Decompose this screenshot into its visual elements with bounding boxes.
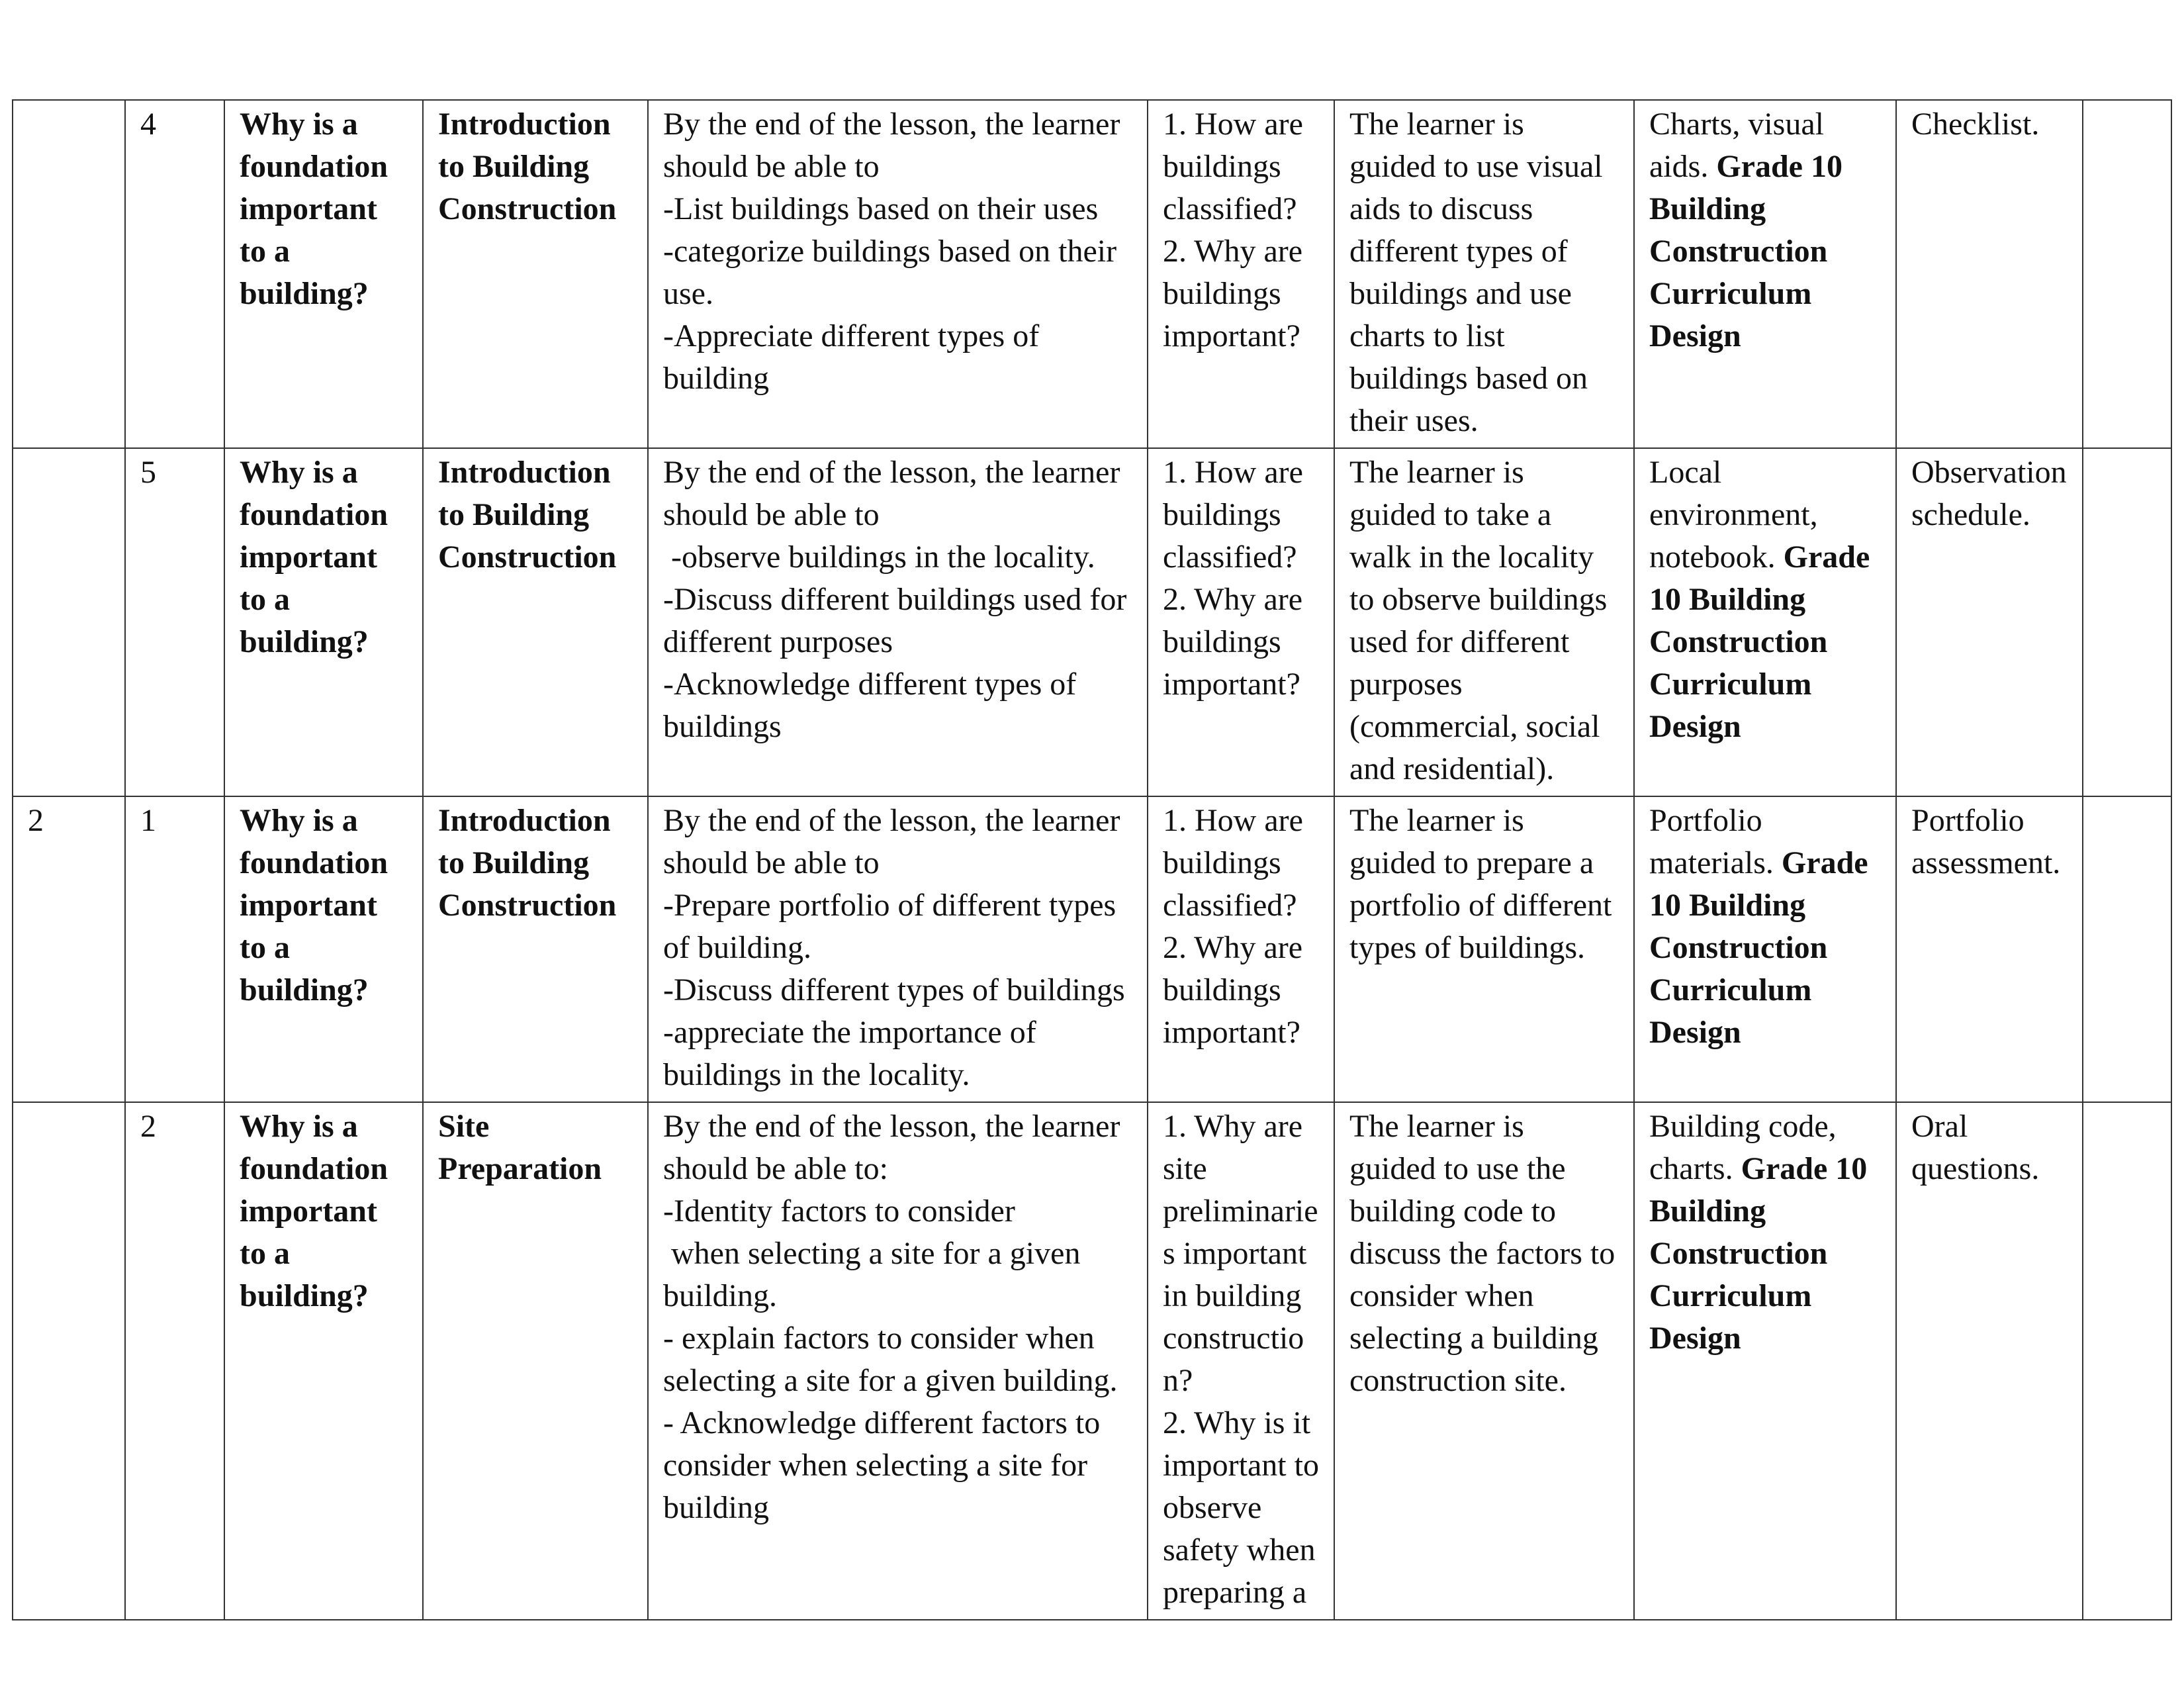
assessment-cell: Portfolio assessment. <box>1896 796 2083 1102</box>
cell-line: should be able to <box>663 497 880 532</box>
cell-line: By the end of the lesson, the learner <box>663 107 1120 142</box>
cell-line: 2. Why are <box>1163 582 1303 617</box>
assessment-cell: Checklist. <box>1896 100 2083 448</box>
resources-text: Portfolio materials. <box>1649 803 1782 880</box>
cell-line: to a <box>240 1236 290 1271</box>
learning-resources-cell <box>1634 796 1896 1102</box>
week-cell: 2 <box>13 796 125 1102</box>
learning-experiences-cell <box>1334 100 1634 448</box>
learning-resources-cell <box>1634 1102 1896 1620</box>
learning-experiences-cell <box>1334 1102 1634 1620</box>
strand-cell <box>224 448 423 796</box>
table-row <box>13 100 2171 448</box>
cell-line: important? <box>1163 1015 1300 1050</box>
cell-line: -observe buildings in the locality. <box>663 539 1095 575</box>
cell-line: important <box>240 1194 377 1229</box>
cell-line: buildings <box>1163 845 1281 880</box>
learning-experiences-cell <box>1334 796 1634 1102</box>
sub-strand-cell <box>423 100 648 448</box>
cell-line: important? <box>1163 318 1300 353</box>
cell-line: By the end of the lesson, the learner <box>663 455 1120 490</box>
cell-line: Why is a <box>240 455 358 490</box>
reflection-cell <box>2083 100 2171 448</box>
assessment-cell: Oral questions. <box>1896 1102 2083 1620</box>
cell-line: foundation <box>240 845 388 880</box>
cell-line: 2. Why is it <box>1163 1405 1311 1440</box>
learning-outcomes-cell <box>648 1102 1148 1620</box>
cell-line: to Building <box>438 845 590 880</box>
cell-line: Why is a <box>240 107 358 142</box>
curriculum-reference: Grade 10 Building Construction Curriculum Design <box>1649 149 1843 353</box>
cell-line: building? <box>240 624 369 659</box>
cell-line: building <box>663 1490 770 1525</box>
cell-line: discuss the factors to <box>1349 1236 1615 1271</box>
cell-line: - Acknowledge different factors to <box>663 1405 1101 1440</box>
cell-line: to Building <box>438 149 590 184</box>
cell-line: to a <box>240 930 290 965</box>
table-body <box>13 100 2171 1620</box>
cell-line: buildings <box>1163 149 1281 184</box>
cell-line: to observe buildings <box>1349 582 1608 617</box>
resources-text: Local environment, notebook. <box>1649 455 1826 575</box>
key-inquiry-cell <box>1148 1102 1334 1620</box>
strand-cell <box>224 1102 423 1620</box>
lesson-cell: 5 <box>125 448 224 796</box>
assessment-cell: Observation schedule. <box>1896 448 2083 796</box>
cell-line: By the end of the lesson, the learner <box>663 1109 1120 1144</box>
cell-line: to Building <box>438 497 590 532</box>
lesson-cell: 1 <box>125 796 224 1102</box>
cell-line: to a <box>240 234 290 269</box>
cell-line: Construction <box>438 539 617 575</box>
cell-line: important <box>240 888 377 923</box>
strand-cell <box>224 796 423 1102</box>
cell-line: use. <box>663 276 713 311</box>
resources-text: Charts, visual aids. <box>1649 107 1832 184</box>
cell-line: preparing a <box>1163 1575 1307 1610</box>
cell-line: -Appreciate different types of <box>663 318 1040 353</box>
cell-line: The learner is <box>1349 803 1524 838</box>
key-inquiry-cell <box>1148 448 1334 796</box>
week-cell <box>13 100 125 448</box>
table-row <box>13 1102 2171 1620</box>
cell-line: preliminarie <box>1163 1194 1318 1229</box>
cell-line: constructio <box>1163 1321 1304 1356</box>
cell-line: Construction <box>438 191 617 226</box>
cell-line: Why is a <box>240 803 358 838</box>
cell-line: -categorize buildings based on their <box>663 234 1117 269</box>
cell-line: walk in the locality <box>1349 539 1594 575</box>
learning-resources-cell <box>1634 100 1896 448</box>
cell-line: buildings based on <box>1349 361 1588 396</box>
learning-outcomes-cell <box>648 100 1148 448</box>
cell-line: buildings in the locality. <box>663 1057 970 1092</box>
cell-line: portfolio of different <box>1349 888 1612 923</box>
key-inquiry-cell <box>1148 796 1334 1102</box>
cell-line: The learner is <box>1349 107 1524 142</box>
table-row <box>13 796 2171 1102</box>
cell-line: -Acknowledge different types of <box>663 667 1077 702</box>
cell-line: Preparation <box>438 1151 602 1186</box>
cell-line: when selecting a site for a given <box>663 1236 1081 1271</box>
cell-line: to a <box>240 582 290 617</box>
cell-line: and residential). <box>1349 751 1555 786</box>
table-row <box>13 448 2171 796</box>
reflection-cell <box>2083 448 2171 796</box>
cell-line: Introduction <box>438 803 611 838</box>
cell-line: construction site. <box>1349 1363 1567 1398</box>
cell-line: used for different <box>1349 624 1570 659</box>
cell-line: Why is a <box>240 1109 358 1144</box>
cell-line: -appreciate the importance of <box>663 1015 1036 1050</box>
reflection-cell <box>2083 1102 2171 1620</box>
cell-line: different types of <box>1349 234 1568 269</box>
cell-line: should be able to <box>663 149 880 184</box>
learning-outcomes-cell <box>648 448 1148 796</box>
cell-line: Introduction <box>438 107 611 142</box>
cell-line: 1. How are <box>1163 455 1303 490</box>
cell-line: (commercial, social <box>1349 709 1600 744</box>
cell-line: consider when <box>1349 1278 1534 1313</box>
cell-line: buildings <box>1163 972 1281 1008</box>
week-cell <box>13 1102 125 1620</box>
cell-line: important to <box>1163 1448 1319 1483</box>
learning-outcomes-cell <box>648 796 1148 1102</box>
cell-line: buildings and use <box>1349 276 1572 311</box>
cell-line: building <box>663 361 770 396</box>
cell-line: -Discuss different buildings used for <box>663 582 1127 617</box>
sub-strand-cell <box>423 448 648 796</box>
cell-line: Construction <box>438 888 617 923</box>
cell-line: building? <box>240 1278 369 1313</box>
scheme-of-work-table <box>12 99 2172 1620</box>
cell-line: classified? <box>1163 539 1297 575</box>
cell-line: n? <box>1163 1363 1193 1398</box>
cell-line: By the end of the lesson, the learner <box>663 803 1120 838</box>
cell-line: site <box>1163 1151 1207 1186</box>
cell-line: 2. Why are <box>1163 234 1303 269</box>
cell-line: of building. <box>663 930 811 965</box>
learning-resources-cell <box>1634 448 1896 796</box>
cell-line: selecting a site for a given building. <box>663 1363 1118 1398</box>
cell-line: different purposes <box>663 624 893 659</box>
sub-strand-cell <box>423 796 648 1102</box>
learning-experiences-cell <box>1334 448 1634 796</box>
cell-line: buildings <box>1163 497 1281 532</box>
cell-line: guided to take a <box>1349 497 1552 532</box>
curriculum-reference: Grade 10 Building Construction Curriculum Design <box>1649 1151 1868 1356</box>
cell-line: building? <box>240 276 369 311</box>
cell-line: charts to list <box>1349 318 1505 353</box>
cell-line: buildings <box>663 709 782 744</box>
cell-line: - explain factors to consider when <box>663 1321 1095 1356</box>
cell-line: observe <box>1163 1490 1262 1525</box>
cell-line: 1. Why are <box>1163 1109 1303 1144</box>
cell-line: building code to <box>1349 1194 1556 1229</box>
cell-line: safety when <box>1163 1532 1316 1568</box>
cell-line: aids to discuss <box>1349 191 1533 226</box>
lesson-cell: 4 <box>125 100 224 448</box>
resources-text: Building code, charts. <box>1649 1109 1844 1186</box>
cell-line: Site <box>438 1109 490 1144</box>
cell-line: -Discuss different types of buildings <box>663 972 1125 1008</box>
cell-line: guided to use visual <box>1349 149 1603 184</box>
lesson-cell: 2 <box>125 1102 224 1620</box>
cell-line: -Prepare portfolio of different types <box>663 888 1116 923</box>
cell-line: types of buildings. <box>1349 930 1585 965</box>
cell-line: purposes <box>1349 667 1463 702</box>
key-inquiry-cell <box>1148 100 1334 448</box>
cell-line: important <box>240 191 377 226</box>
cell-line: The learner is <box>1349 1109 1524 1144</box>
cell-line: in building <box>1163 1278 1302 1313</box>
curriculum-reference: Grade 10 Building Construction Curriculum Design <box>1649 539 1870 744</box>
cell-line: Introduction <box>438 455 611 490</box>
cell-line: important <box>240 539 377 575</box>
cell-line: important? <box>1163 667 1300 702</box>
cell-line: 1. How are <box>1163 107 1303 142</box>
cell-line: s important <box>1163 1236 1307 1271</box>
cell-line: guided to use the <box>1349 1151 1566 1186</box>
cell-line: buildings <box>1163 624 1281 659</box>
cell-line: should be able to <box>663 845 880 880</box>
cell-line: buildings <box>1163 276 1281 311</box>
cell-line: guided to prepare a <box>1349 845 1594 880</box>
cell-line: classified? <box>1163 191 1297 226</box>
sub-strand-cell <box>423 1102 648 1620</box>
cell-line: foundation <box>240 497 388 532</box>
cell-line: building. <box>663 1278 778 1313</box>
cell-line: 2. Why are <box>1163 930 1303 965</box>
cell-line: should be able to: <box>663 1151 888 1186</box>
curriculum-reference: Grade 10 Building Construction Curriculum Design <box>1649 845 1868 1050</box>
cell-line: classified? <box>1163 888 1297 923</box>
strand-cell <box>224 100 423 448</box>
cell-line: -List buildings based on their uses <box>663 191 1099 226</box>
reflection-cell <box>2083 796 2171 1102</box>
cell-line: foundation <box>240 1151 388 1186</box>
cell-line: -Identity factors to consider <box>663 1194 1015 1229</box>
cell-line: 1. How are <box>1163 803 1303 838</box>
cell-line: selecting a building <box>1349 1321 1598 1356</box>
cell-line: consider when selecting a site for <box>663 1448 1088 1483</box>
cell-line: their uses. <box>1349 403 1479 438</box>
week-cell <box>13 448 125 796</box>
cell-line: building? <box>240 972 369 1008</box>
cell-line: foundation <box>240 149 388 184</box>
cell-line: The learner is <box>1349 455 1524 490</box>
